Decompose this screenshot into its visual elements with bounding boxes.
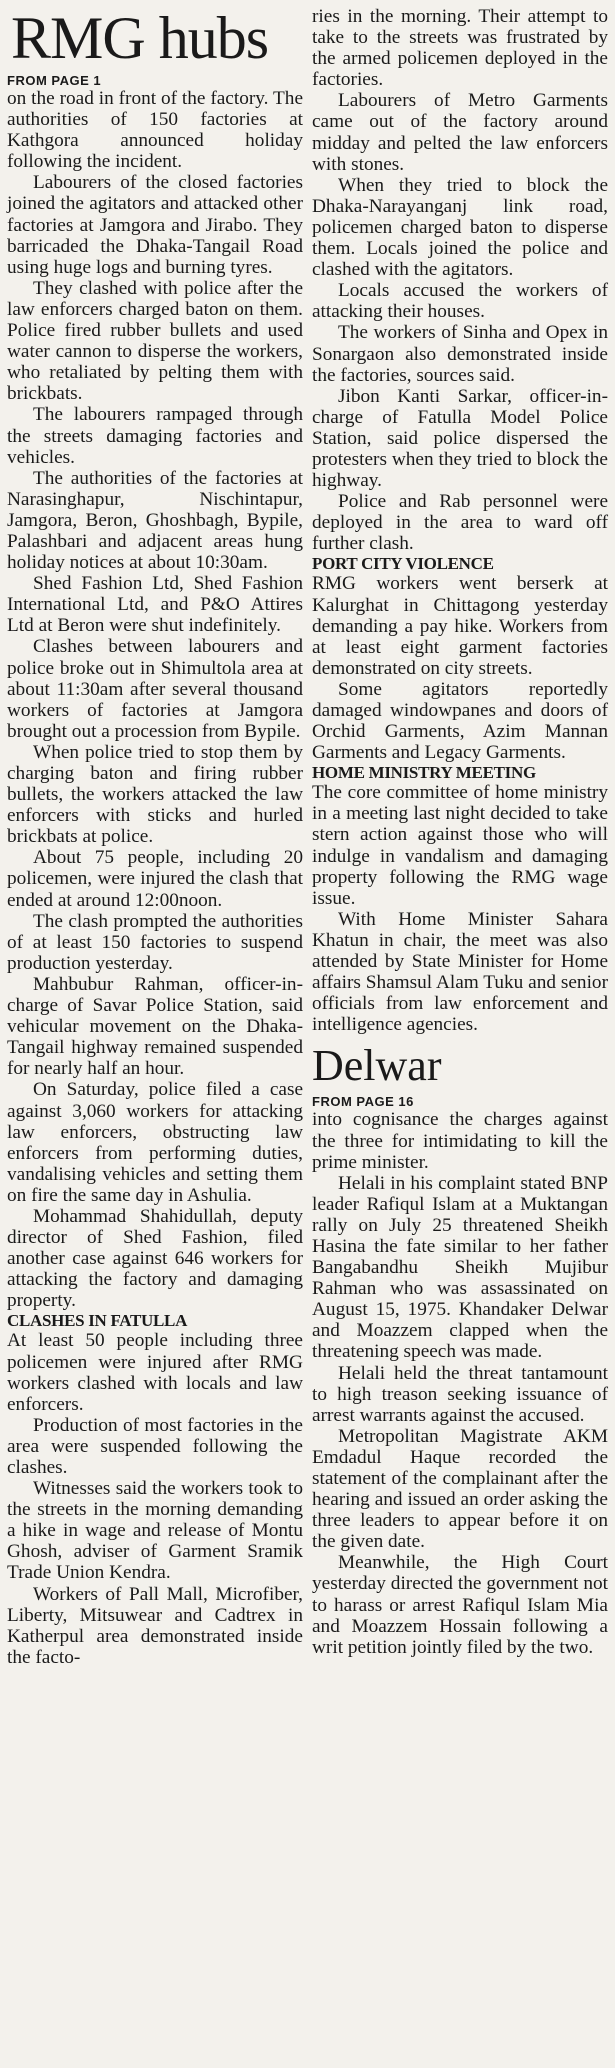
paragraph: When they tried to block the Dhaka-Narayanganj link road, policemen charged baton to disperse them. Locals joined the police and clashed with the agitators. [312,174,608,281]
paragraph: Police and Rab personnel were deployed in the area to ward off further clash. [312,491,608,555]
paragraph: RMG workers went berserk at Kalurghat in Chittagong yesterday demanding a pay hike. Workers from at least eight garment factories demonstrated on city streets. [312,573,608,679]
paragraph: Mohammad Shahidullah, deputy director of Shed Fashion, filed another case against 646 workers for attacking the factory and damaging property. [7,1205,303,1312]
paragraph: The clash prompted the authorities of at least 150 factories to suspend production yesterday. [7,910,303,974]
paragraph: Locals accused the workers of attacking their houses. [312,280,608,323]
subhead-port-city-violence: PORT CITY VIOLENCE [312,554,494,574]
paragraph: Labourers of the closed factories joined the agitators and attacked other factories at Jamgora and Jirabo. They barricaded the Dhaka-Tangail Road using huge logs and burning tyres. [7,172,303,278]
paragraph: on the road in front of the factory. The authorities of 150 factories at Kathgora announced holiday following the incident. [7,88,303,173]
paragraph: The authorities of the factories at Narasinghapur, Nischintapur, Jamgora, Beron, Ghoshbagh, Bypile, Palashbari and adjacent areas hung holiday notices at about 10:30am. [7,467,303,574]
paragraph: On Saturday, police filed a case against 3,060 workers for attacking law enforcers, obstructing law enforcers from performing duties, vandalising vehicles and setting them on fire the same day in Ashulia. [7,1079,303,1206]
paragraph: Labourers of Metro Garments came out of the factory around midday and pelted the law enforcers with stones. [312,90,608,175]
paragraph: They clashed with police after the law enforcers charged baton on them. Police fired rubber bullets and used water cannon to disperse the workers, who retaliated by pelting them with brickbats. [7,277,303,405]
paragraph: The workers of Sinha and Opex in Sonargaon also demonstrated inside the factories, sources said. [312,322,608,386]
paragraph: Clashes between labourers and police broke out in Shimultola area at about 11:30am after several thousand workers of factories at Jamgora brought out a procession from Bypile. [7,636,303,742]
paragraph: Some agitators reportedly damaged windowpanes and doors of Orchid Garments, Azim Mannan Garments and Legacy Garments. [312,678,608,764]
headline-delwar: Delwar [312,1041,442,1091]
paragraph: The labourers rampaged through the streets damaging factories and vehicles. [7,404,303,468]
paragraph: Witnesses said the workers took to the streets in the morning demanding a hike in wage and release of Montu Ghosh, adviser of Garment Sramik Trade Union Kendra. [7,1478,303,1584]
right-column [312,6,608,1668]
paragraph: Shed Fashion Ltd, Shed Fashion International Ltd, and P&O Attires Ltd at Beron were shut indefinitely. [7,573,303,637]
kicker-from-page-16: FROM PAGE 16 [312,1094,414,1110]
subhead-clashes-in-fatulla: CLASHES IN FATULLA [7,1311,188,1331]
paragraph: Helali in his complaint stated BNP leader Rafiqul Islam at a Muktangan rally on July 25 threatened Sheikh Hasina the fate similar to her father Bangabandhu Sheikh Mujibur Rahman who was assassinated on August 15, 1975. Khandaker Delwar and Moazzem clapped when the threatening speech was made. [312,1172,608,1363]
paragraph: With Home Minister Sahara Khatun in chair, the meet was also attended by State Minister for Home affairs Shamsul Alam Tuku and senior officials from law enforcement and intelligence agencies. [312,908,608,1036]
paragraph: When police tried to stop them by charging baton and firing rubber bullets, the workers attacked the law enforcers with sticks and hurled brickbats at police. [7,741,303,848]
kicker-from-page-1: FROM PAGE 1 [7,73,102,88]
paragraph: Production of most factories in the area were suspended following the clashes. [7,1414,303,1478]
paragraph: Workers of Pall Mall, Microfiber, Liberty, Mitsuwear and Cadtrex in Katherpul area demonstrated inside the facto- [7,1583,303,1668]
paragraph: Meanwhile, the High Court yesterday directed the government not to harass or arrest Rafiqul Islam Mia and Moazzem Hossain following a writ petition jointly filed by the two. [312,1552,608,1658]
paragraph: Mahbubur Rahman, officer-in-charge of Savar Police Station, said vehicular movement on the Dhaka-Tangail highway remained suspended for nearly half an hour. [7,973,303,1080]
paragraph: ries in the morning. Their attempt to take to the streets was frustrated by the armed policemen deployed in the factories. [312,6,608,91]
paragraph: into cognisance the charges against the three for intimidating to kill the prime minister. [312,1109,608,1173]
paragraph: Jibon Kanti Sarkar, officer-in-charge of Fatulla Model Police Station, said police dispersed the protesters when they tried to block the highway. [312,385,608,492]
paragraph: The core committee of home ministry in a meeting last night decided to take stern action against those who will indulge in vandalism and damaging property following the RMG wage issue. [312,782,608,909]
headline-rmg-hubs: RMG hubs [11,5,269,71]
subhead-home-ministry-meeting: HOME MINISTRY MEETING [312,763,536,783]
paragraph: Helali held the threat tantamount to high treason seeking issuance of arrest warrants against the accused. [312,1362,608,1426]
paragraph: About 75 people, including 20 policemen, were injured the clash that ended at around 12:00noon. [7,847,303,911]
paragraph: Metropolitan Magistrate AKM Emdadul Haque recorded the statement of the complainant after the hearing and issued an order asking the three leaders to appear before it on the given date. [312,1425,608,1553]
paragraph: At least 50 people including three policemen were injured after RMG workers clashed with locals and law enforcers. [7,1330,303,1415]
left-column [7,74,303,1668]
